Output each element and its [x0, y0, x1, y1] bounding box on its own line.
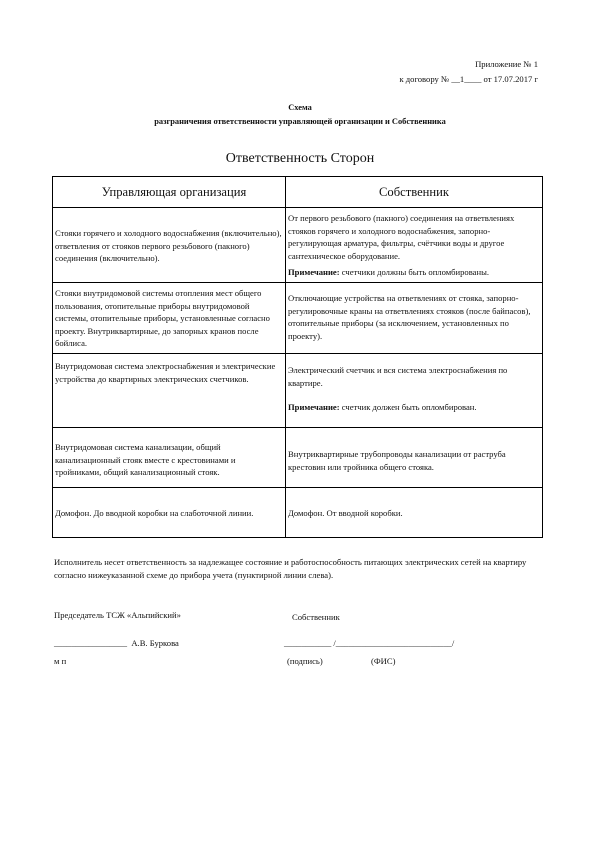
signature-caption: (подпись) [287, 656, 323, 666]
table-row [53, 487, 543, 537]
owner-cell: Внутриквартирные трубопроводы канализации от раструба крестовин или тройника общего стояка. [286, 427, 543, 487]
owner-cell: От первого резьбового (пакного) соединения на ответвлениях стояков горячего и холодного водоснабжения, запорно-регулирующая арматура, фильтры, счётчики воды и другое сантехническое оборудование. Примечание: счетчики должны быть опломбированы. [286, 208, 543, 283]
footer-paragraph: Исполнитель несет ответственность за надлежащее состояние и работоспособность питающих электрических сетей на квартиру согласно нижеуказанной схеме до прибора учета (пунктирной линии слева). [54, 557, 527, 580]
owner-cell: Электрический счетчик и вся система электроснабжения по квартире. Примечание: счетчик должен быть опломбирован. [286, 353, 543, 427]
chairman-label: Председатель ТСЖ «Альпийский» [54, 610, 181, 620]
owner-label: Собственник [292, 612, 340, 622]
org-cell: Стояки внутридомовой системы отопления мест общего пользования, отопительные приборы внутридомовой системы, отопительные приборы, установленные согласно проекту. Внутриквартирные, до запорных кранов после бойлиса. [53, 283, 286, 354]
org-cell: Внутридомовая система электроснабжения и электрические устройства до квартирных электрических счетчиков. [53, 353, 286, 427]
owner-signature-line: ___________ /___________________________/ [284, 638, 455, 648]
owner-cell: Домофон. От вводной коробки. [286, 487, 543, 537]
table-header-row [53, 177, 543, 208]
fio-caption: (ФИС) [371, 656, 396, 666]
note: Примечание: счетчики должны быть опломбированы. [288, 267, 489, 278]
table-row [53, 283, 543, 354]
table-row [53, 427, 543, 487]
org-cell: Внутридомовая система канализации, общий канализационный стояк вместе с крестовинами и тройниками, общий канализационный стояк. [53, 427, 286, 487]
org-cell: Домофон. До вводной коробки на слаботочной линии. [53, 487, 286, 537]
stamp-place-label: м п [54, 656, 67, 666]
note: Примечание: счетчик должен быть опломбирован. [288, 402, 477, 413]
header-management-org: Управляющая организация [53, 177, 286, 208]
appendix-header [399, 57, 538, 87]
contract-reference: к договору № __1____ от 17.07.2017 г [399, 74, 538, 84]
header-owner: Собственник [286, 177, 543, 208]
table-row [53, 208, 543, 283]
scheme-title: Схема [288, 103, 312, 112]
table-row [53, 353, 543, 427]
scheme-subtitle: разграничения ответственности управляющей организации и Собственника [154, 117, 446, 126]
responsibility-title: Ответственность Сторон [225, 151, 375, 166]
org-cell: Стояки горячего и холодного водоснабжения (включительно), ответвления от стояков первого резьбового (пакного) соединения (включительно). [53, 208, 286, 283]
chairman-signature-line: _________________ А.В. Буркова [54, 638, 179, 648]
appendix-number: Приложение № 1 [475, 59, 538, 69]
owner-cell: Отключающие устройства на ответвлениях от стояка, запорно-регулировочные краны на ответвлениях стояков (после байпасов), отопительные приборы (за исключением, установленных по проекту). [286, 283, 543, 354]
responsibility-table [52, 176, 543, 538]
